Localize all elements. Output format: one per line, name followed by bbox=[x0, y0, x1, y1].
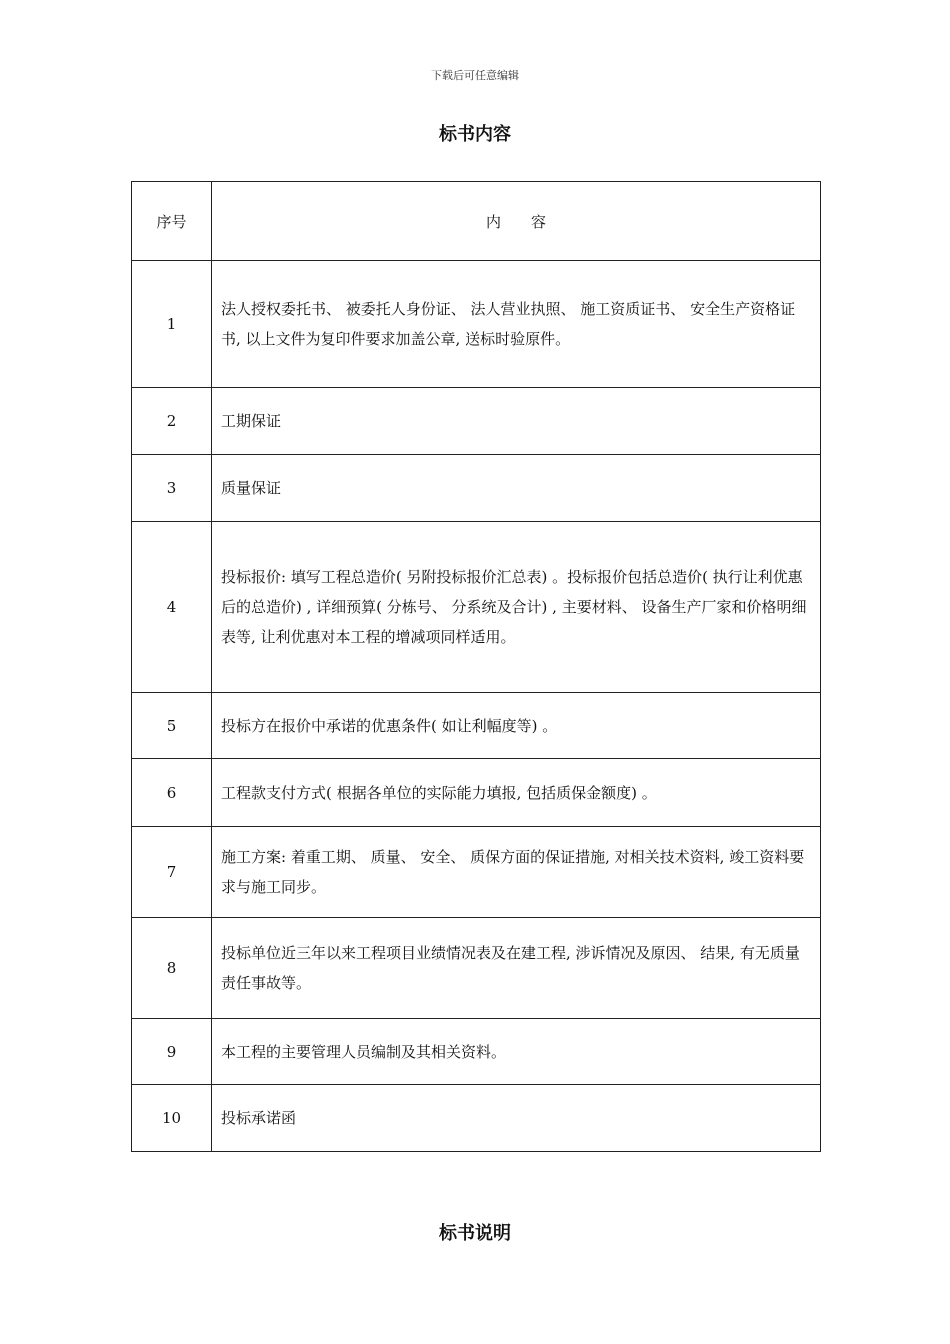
row-content: 本工程的主要管理人员编制及其相关资料。 bbox=[212, 1019, 821, 1085]
table-row bbox=[132, 759, 821, 827]
table-row bbox=[132, 455, 821, 522]
page-title: 标书内容 bbox=[439, 124, 511, 145]
header-content bbox=[212, 182, 821, 261]
table-row bbox=[132, 1019, 821, 1085]
bid-content-table bbox=[131, 181, 821, 1152]
table-row bbox=[132, 693, 821, 759]
row-content: 法人授权委托书、 被委托人身份证、 法人营业执照、 施工资质证书、 安全生产资格证书, 以上文件为复印件要求加盖公章, 送标时验原件。 bbox=[212, 261, 821, 388]
table-row bbox=[132, 918, 821, 1019]
row-num: 2 bbox=[132, 388, 212, 455]
header-content-char-1: 内 bbox=[485, 212, 501, 231]
table-header-row bbox=[132, 182, 821, 261]
table-row bbox=[132, 827, 821, 918]
row-content: 投标单位近三年以来工程项目业绩情况表及在建工程, 涉诉情况及原因、 结果, 有无质量责任事故等。 bbox=[212, 918, 821, 1019]
row-num: 3 bbox=[132, 455, 212, 522]
table-row bbox=[132, 522, 821, 693]
row-num: 5 bbox=[132, 693, 212, 759]
row-content: 投标报价: 填写工程总造价( 另附投标报价汇总表) 。投标报价包括总造价( 执行让利优惠后的总造价) , 详细预算( 分栋号、 分系统及合计) , 主要材料、 设备生产厂家和价格明细表等, 让利优惠对本工程的增减项同样适用。 bbox=[212, 522, 821, 693]
row-num: 8 bbox=[132, 918, 212, 1019]
row-content: 施工方案: 着重工期、 质量、 安全、 质保方面的保证措施, 对相关技术资料, 竣工资料要求与施工同步。 bbox=[212, 827, 821, 918]
header-num: 序号 bbox=[132, 182, 212, 261]
row-num: 10 bbox=[132, 1085, 212, 1152]
row-content: 质量保证 bbox=[212, 455, 821, 522]
table-row bbox=[132, 261, 821, 388]
row-content: 工期保证 bbox=[212, 388, 821, 455]
row-content: 投标承诺函 bbox=[212, 1085, 821, 1152]
page-header-note: 下载后可任意编辑 bbox=[431, 69, 519, 82]
row-num: 7 bbox=[132, 827, 212, 918]
header-content-char-2: 容 bbox=[531, 212, 547, 231]
row-num: 1 bbox=[132, 261, 212, 388]
row-content: 投标方在报价中承诺的优惠条件( 如让利幅度等) 。 bbox=[212, 693, 821, 759]
section-title: 标书说明 bbox=[439, 1223, 511, 1244]
row-content: 工程款支付方式( 根据各单位的实际能力填报, 包括质保金额度) 。 bbox=[212, 759, 821, 827]
row-num: 9 bbox=[132, 1019, 212, 1085]
row-num: 4 bbox=[132, 522, 212, 693]
table-row bbox=[132, 388, 821, 455]
table-row bbox=[132, 1085, 821, 1152]
row-num: 6 bbox=[132, 759, 212, 827]
